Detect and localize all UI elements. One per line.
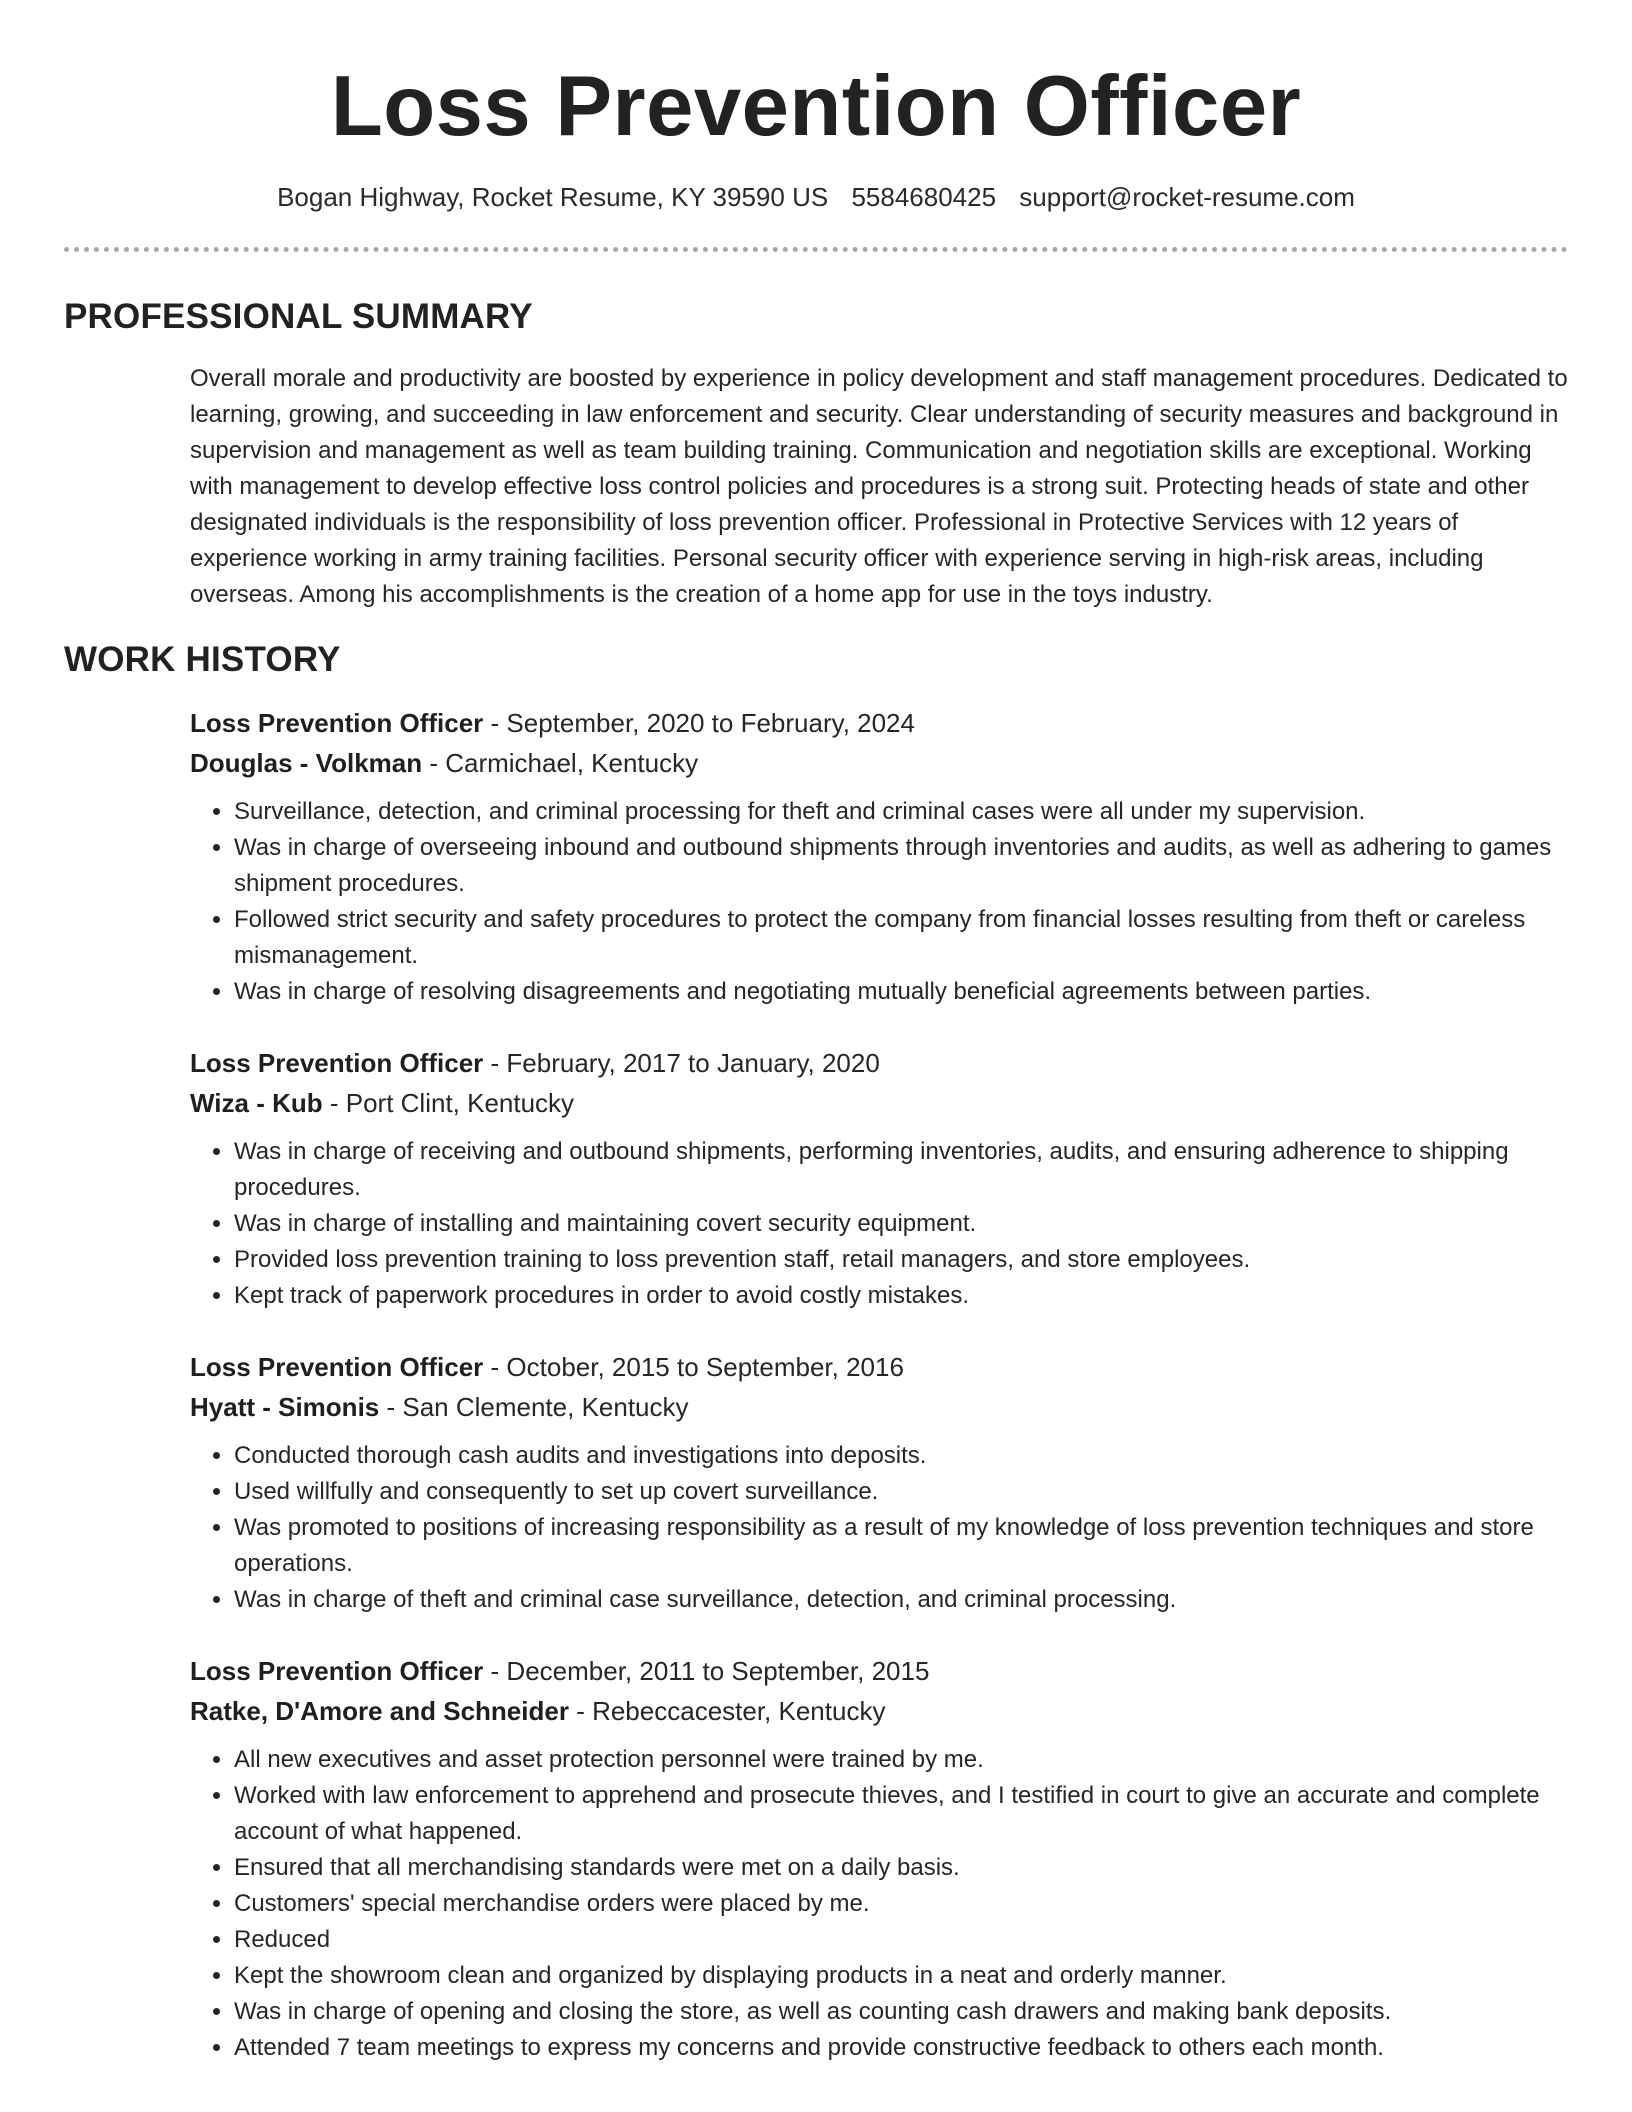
job-company-line	[190, 1692, 1568, 1730]
job-bullet: • Kept the showroom clean and organized by displaying products in a neat and orderly manner.	[234, 1958, 1568, 1994]
job-bullet: • Was in charge of theft and criminal case surveillance, detection, and criminal processing.	[234, 1582, 1568, 1618]
job-bullet: • All new executives and asset protection personnel were trained by me.	[234, 1742, 1568, 1778]
job-dates: - December, 2011 to September, 2015	[483, 1656, 930, 1686]
job-role: Loss Prevention Officer	[190, 1656, 484, 1686]
job-bullet: • Was in charge of resolving disagreements and negotiating mutually beneficial agreements between parties.	[234, 974, 1568, 1010]
contact-address: Bogan Highway, Rocket Resume, KY 39590 US	[277, 182, 829, 212]
job-title-line	[190, 1348, 1568, 1386]
job-bullet: • Conducted thorough cash audits and investigations into deposits.	[234, 1438, 1568, 1474]
job-entry	[190, 1044, 1568, 1314]
job-bullet: • Was in charge of receiving and outbound shipments, performing inventories, audits, and ensuring adherence to shipping procedures.	[234, 1134, 1568, 1206]
job-company: Douglas - Volkman	[190, 748, 423, 778]
job-bullet: • Attended 7 team meetings to express my concerns and provide constructive feedback to others each month.	[234, 2030, 1568, 2066]
job-location: - Port Clint, Kentucky	[322, 1088, 575, 1118]
job-role: Loss Prevention Officer	[190, 708, 484, 738]
job-role: Loss Prevention Officer	[190, 1352, 484, 1382]
job-entry	[190, 1652, 1568, 2066]
summary-text: Overall morale and productivity are boosted by experience in policy development and staff management procedures. Dedicated to learning, growing, and succeeding in law enforcement and security. Clear understanding of security measures and background in supervision and management as well as team building training. Communication and negotiation skills are exceptional. Working with management to develop effective loss control policies and procedures is a strong suit. Protecting heads of state and other designated individuals is the responsibility of loss prevention officer. Professional in Protective Services with 12 years of experience working in army training facilities. Personal security officer with experience serving in high-risk areas, including overseas. Among his accomplishments is the creation of a home app for use in the toys industry.	[190, 365, 1568, 608]
job-title-line	[190, 704, 1568, 742]
work-history-heading: WORK HISTORY	[64, 640, 341, 679]
summary-heading: PROFESSIONAL SUMMARY	[64, 297, 533, 336]
job-entry	[190, 1348, 1568, 1618]
job-location: - Carmichael, Kentucky	[422, 748, 699, 778]
contact-phone: 5584680425	[851, 182, 997, 212]
job-dates: - February, 2017 to January, 2020	[483, 1048, 880, 1078]
job-bullet: • Was in charge of opening and closing the store, as well as counting cash drawers and making bank deposits.	[234, 1994, 1568, 2030]
job-dates: - September, 2020 to February, 2024	[483, 708, 915, 738]
job-bullets	[190, 794, 1568, 1010]
job-company: Wiza - Kub	[190, 1088, 323, 1118]
contact-line	[64, 180, 1568, 214]
job-company: Hyatt - Simonis	[190, 1392, 380, 1422]
job-company-line	[190, 1084, 1568, 1122]
job-bullet: • Kept track of paperwork procedures in order to avoid costly mistakes.	[234, 1278, 1568, 1314]
resume-name: Loss Prevention Officer	[330, 59, 1302, 154]
job-company-line	[190, 744, 1568, 782]
job-title-line	[190, 1044, 1568, 1082]
contact-email: support@rocket-resume.com	[1019, 182, 1355, 212]
job-company: Ratke, D'Amore and Schneider	[190, 1696, 569, 1726]
job-bullet: • Ensured that all merchandising standards were met on a daily basis.	[234, 1850, 1568, 1886]
job-location: - San Clemente, Kentucky	[379, 1392, 689, 1422]
header-divider	[64, 247, 1568, 252]
job-bullet: • Used willfully and consequently to set up covert surveillance.	[234, 1474, 1568, 1510]
job-bullets	[190, 1438, 1568, 1618]
work-history-list	[190, 704, 1568, 2066]
job-title-line	[190, 1652, 1568, 1690]
job-bullet: • Customers' special merchandise orders were placed by me.	[234, 1886, 1568, 1922]
job-entry	[190, 704, 1568, 1010]
job-company-line	[190, 1388, 1568, 1426]
job-location: - Rebeccacester, Kentucky	[568, 1696, 886, 1726]
job-bullet: • Provided loss prevention training to loss prevention staff, retail managers, and store employees.	[234, 1242, 1568, 1278]
job-bullet: • Surveillance, detection, and criminal processing for theft and criminal cases were all under my supervision.	[234, 794, 1568, 830]
job-bullets	[190, 1134, 1568, 1314]
job-bullet: • Worked with law enforcement to apprehend and prosecute thieves, and I testified in court to give an accurate and complete account of what happened.	[234, 1778, 1568, 1850]
job-bullet: • Was promoted to positions of increasing responsibility as a result of my knowledge of loss prevention techniques and store operations.	[234, 1510, 1568, 1582]
job-bullets	[190, 1742, 1568, 2066]
job-bullet: • Was in charge of overseeing inbound and outbound shipments through inventories and audits, as well as adhering to games shipment procedures.	[234, 830, 1568, 902]
job-bullet: • Reduced	[234, 1922, 1568, 1958]
job-dates: - October, 2015 to September, 2016	[483, 1352, 904, 1382]
job-bullet: • Followed strict security and safety procedures to protect the company from financial losses resulting from theft or careless mismanagement.	[234, 902, 1568, 974]
job-role: Loss Prevention Officer	[190, 1048, 484, 1078]
job-bullet: • Was in charge of installing and maintaining covert security equipment.	[234, 1206, 1568, 1242]
